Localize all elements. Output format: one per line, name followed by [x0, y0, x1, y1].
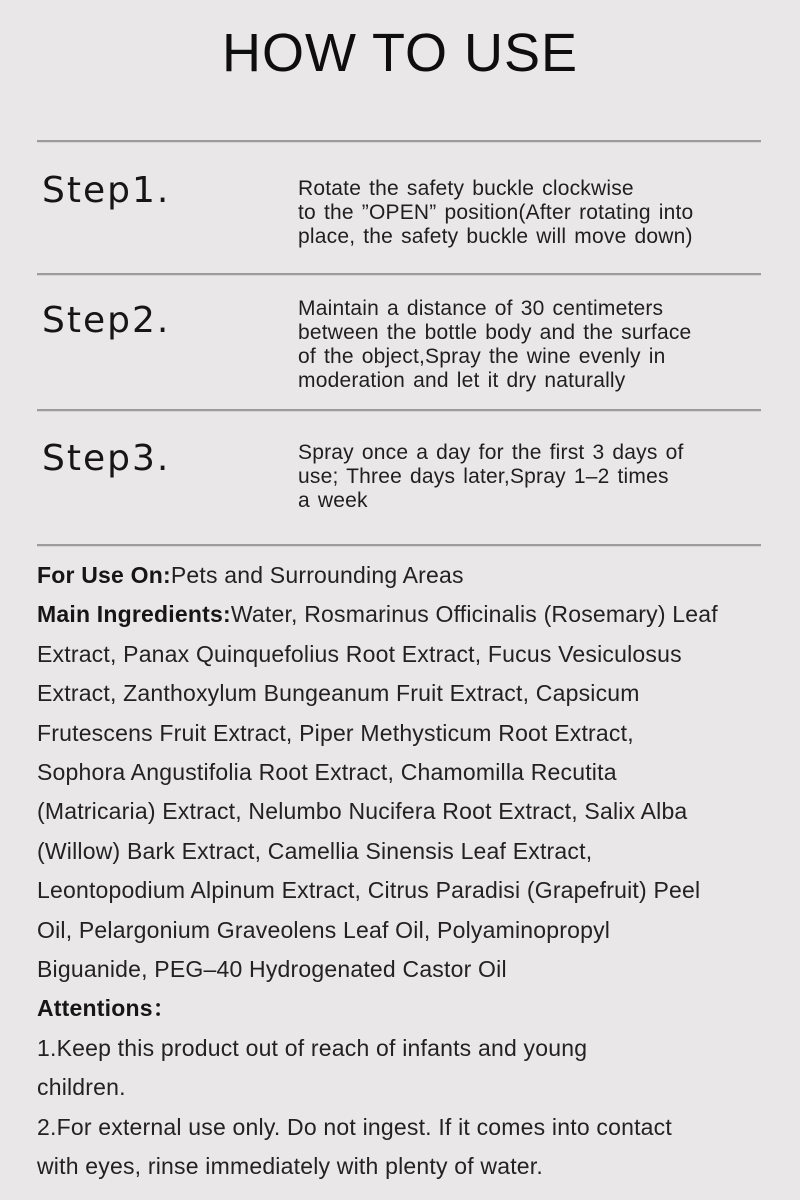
step-text-line: use; Three days later,Spray 1–2 times — [298, 465, 669, 488]
step2-label: Step2. — [42, 300, 171, 341]
info-line-text: with eyes, rinse immediately with plenty of water. — [37, 1153, 543, 1180]
info-line — [37, 674, 779, 713]
info-line — [37, 832, 779, 871]
info-line — [37, 635, 779, 674]
step-text-line: to the ”OPEN” position(After rotating into — [298, 201, 694, 224]
info-line — [37, 1147, 779, 1186]
divider — [37, 409, 761, 412]
divider — [37, 273, 761, 276]
info-line-text: Sophora Angustifolia Root Extract, Chamomilla Recutita — [37, 759, 617, 786]
step-text-line: Spray once a day for the first 3 days of — [298, 441, 684, 464]
info-line — [37, 911, 779, 950]
info-line — [37, 792, 779, 831]
info-line-text: Oil, Pelargonium Graveolens Leaf Oil, Polyaminopropyl — [37, 916, 611, 943]
info-line-text: (Willow) Bark Extract, Camellia Sinensis Leaf Extract, — [37, 837, 593, 864]
info-line — [37, 871, 779, 910]
info-line — [37, 1068, 779, 1107]
info-line — [37, 1108, 779, 1147]
info-line-text: 1.Keep this product out of reach of infants and young — [37, 1034, 588, 1061]
info-line-label: For Use On: — [37, 562, 171, 588]
page-title: HOW TO USE — [221, 23, 579, 83]
info-line-text: 2.For external use only. Do not ingest. If it comes into contact — [37, 1113, 672, 1140]
step-text-line: Maintain a distance of 30 centimeters — [298, 297, 664, 320]
info-line-text: Water, Rosmarinus Officinalis (Rosemary) Leaf — [230, 601, 718, 628]
step-text-line: place, the safety buckle will move down) — [298, 225, 693, 248]
info-line-text: Extract, Zanthoxylum Bungeanum Fruit Extract, Capsicum — [37, 680, 640, 707]
info-line-text: Pets and Surrounding Areas — [170, 562, 464, 588]
info-line — [37, 714, 779, 753]
step2-text — [298, 297, 773, 393]
info-line-text: Biguanide, PEG–40 Hydrogenated Castor Oil — [37, 956, 507, 983]
step-text-line: between the bottle body and the surface — [298, 321, 692, 344]
info-line-text: children. — [37, 1074, 126, 1101]
info-line — [37, 1029, 779, 1068]
info-line — [37, 753, 779, 792]
info-line — [37, 595, 779, 634]
info-line-label: Attentions： — [37, 995, 176, 1022]
step1-label: Step1. — [42, 170, 171, 211]
step1-text — [298, 177, 773, 249]
info-line — [37, 950, 779, 989]
divider — [37, 544, 761, 547]
info-line — [37, 989, 779, 1028]
info-line — [37, 556, 779, 595]
product-info — [37, 556, 779, 1187]
info-line-text: Frutescens Fruit Extract, Piper Methysticum Root Extract, — [37, 719, 634, 746]
info-line-text: Leontopodium Alpinum Extract, Citrus Paradisi (Grapefruit) Peel — [37, 877, 701, 904]
step-text-line: Rotate the safety buckle clockwise — [298, 177, 634, 200]
info-line-text: (Matricaria) Extract, Nelumbo Nucifera Root Extract, Salix Alba — [37, 798, 688, 825]
step-text-line: a week — [298, 489, 368, 512]
step3-label: Step3. — [42, 438, 171, 479]
info-line-text: Extract, Panax Quinquefolius Root Extract, Fucus Vesiculosus — [37, 640, 682, 667]
step-text-line: of the object,Spray the wine evenly in — [298, 345, 666, 368]
divider — [37, 140, 761, 143]
step3-text — [298, 441, 773, 513]
step-text-line: moderation and let it dry naturally — [298, 369, 626, 392]
info-line-label: Main Ingredients: — [37, 601, 231, 628]
